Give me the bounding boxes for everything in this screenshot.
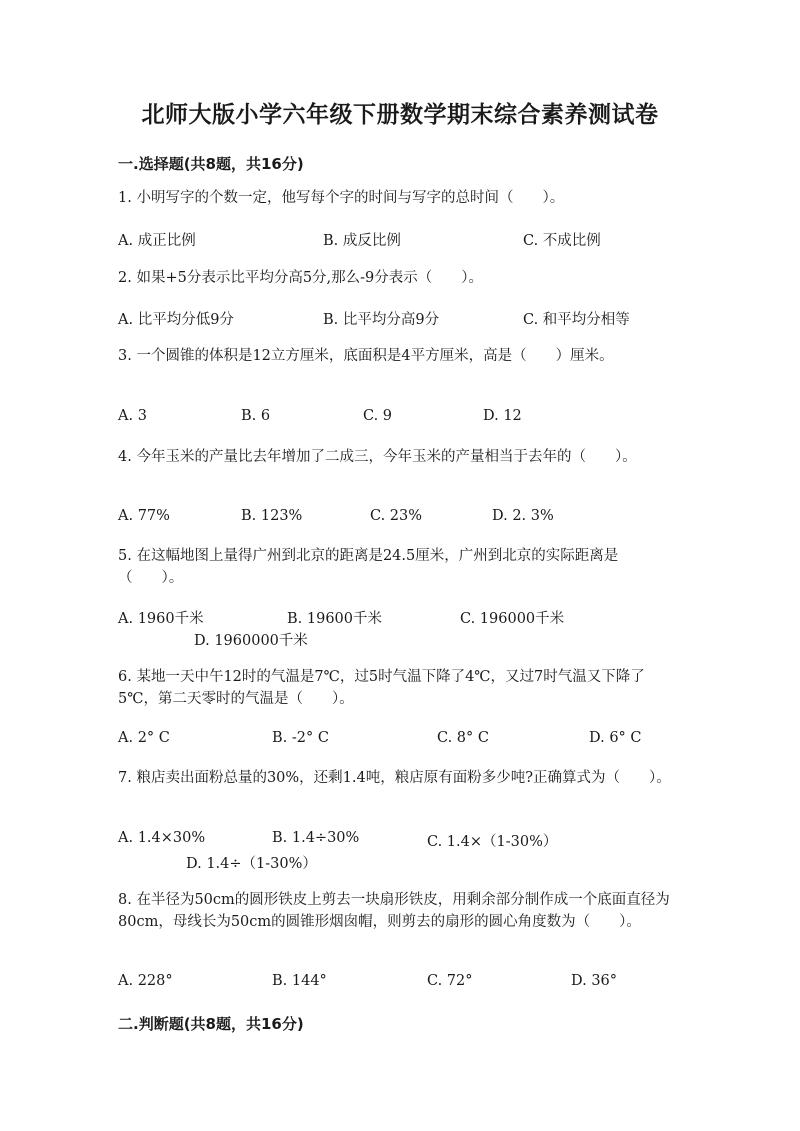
section-heading-choice: 一.选择题(共8题，共16分)	[118, 155, 304, 173]
option-3d[interactable]: D. 12	[483, 408, 522, 424]
option-6b[interactable]: B. -2° C	[272, 730, 329, 746]
option-8c[interactable]: C. 72°	[427, 973, 473, 989]
option-3a[interactable]: A. 3	[118, 408, 147, 424]
question-8: 8. 在半径为50cm的圆形铁皮上剪去一块扇形铁皮，用剩余部分制作成一个底面直径为80cm，母线长为50cm的圆锥形烟囱帽，则剪去的扇形的圆心角度数为（ ）。	[118, 892, 670, 930]
section-heading-judge: 二.判断题(共8题，共16分)	[118, 1015, 304, 1033]
option-5c[interactable]: C. 196000千米	[460, 611, 565, 627]
option-7b[interactable]: B. 1.4÷30%	[272, 830, 360, 846]
question-3: 3. 一个圆锥的体积是12立方厘米，底面积是4平方厘米，高是（ ）厘米。	[118, 348, 614, 364]
option-6d[interactable]: D. 6° C	[589, 730, 642, 746]
option-2c[interactable]: C. 和平均分相等	[523, 312, 630, 328]
option-4b[interactable]: B. 123%	[241, 508, 303, 524]
option-7a[interactable]: A. 1.4×30%	[118, 830, 206, 846]
option-4c[interactable]: C. 23%	[370, 508, 423, 524]
option-6a[interactable]: A. 2° C	[118, 730, 170, 746]
option-6c[interactable]: C. 8° C	[437, 730, 489, 746]
option-5b[interactable]: B. 19600千米	[287, 611, 383, 627]
question-2: 2. 如果+5分表示比平均分高5分,那么-9分表示（ ）。	[118, 270, 484, 286]
option-1a[interactable]: A. 成正比例	[118, 233, 196, 249]
option-2b[interactable]: B. 比平均分高9分	[323, 312, 440, 328]
option-7d[interactable]: D. 1.4÷（1-30%）	[186, 856, 317, 872]
option-1b[interactable]: B. 成反比例	[323, 233, 401, 249]
option-4a[interactable]: A. 77%	[118, 508, 170, 524]
question-7: 7. 粮店卖出面粉总量的30%，还剩1.4吨，粮店原有面粉多少吨?正确算式为（ ）。	[118, 770, 671, 786]
option-2a[interactable]: A. 比平均分低9分	[118, 312, 234, 328]
option-4d[interactable]: D. 2. 3%	[492, 508, 554, 524]
option-3b[interactable]: B. 6	[241, 408, 271, 424]
question-6: 6. 某地一天中午12时的气温是7℃，过5时气温下降了4℃，又过7时气温又下降了5℃，第二天零时的气温是（ ）。	[118, 669, 645, 707]
option-5d[interactable]: D. 1960000千米	[194, 633, 308, 649]
option-1c[interactable]: C. 不成比例	[523, 233, 601, 249]
option-8d[interactable]: D. 36°	[571, 973, 618, 989]
option-7c[interactable]: C. 1.4×（1-30%）	[427, 834, 558, 850]
question-1: 1. 小明写字的个数一定，他写每个字的时间与写字的总时间（ ）。	[118, 190, 565, 206]
page-title: 北师大版小学六年级下册数学期末综合素养测试卷	[141, 102, 659, 128]
option-8a[interactable]: A. 228°	[118, 973, 173, 989]
question-5: 5. 在这幅地图上量得广州到北京的距离是24.5厘米，广州到北京的实际距离是（ ）。	[118, 548, 619, 586]
option-8b[interactable]: B. 144°	[272, 973, 327, 989]
option-3c[interactable]: C. 9	[363, 408, 393, 424]
option-5a[interactable]: A. 1960千米	[118, 611, 204, 627]
question-4: 4. 今年玉米的产量比去年增加了二成三，今年玉米的产量相当于去年的（ ）。	[118, 449, 637, 465]
